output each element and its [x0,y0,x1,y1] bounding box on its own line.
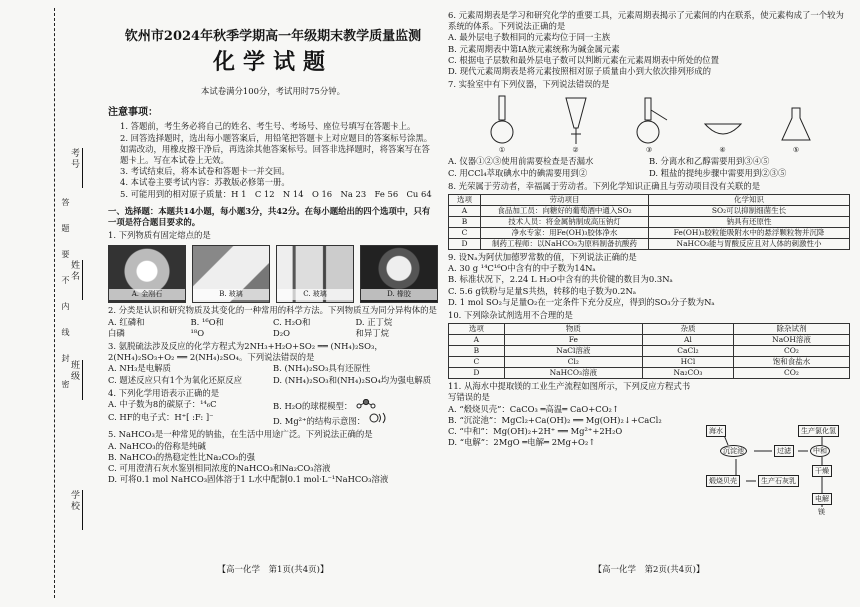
option: A. 30 g ¹⁴C¹⁶O中含有的中子数为14Nₐ [448,263,596,274]
section-heading: 一、选择题：本题共14小题，每小题3分，共42分。在每小题给出的四个选项中，只有一项是符合题目要求的。 [108,205,431,228]
table-cell: A [449,335,505,346]
question-7-options [448,156,850,178]
image-caption: A. 金刚石 [109,289,185,300]
table-cell: 技术人员：将金属钠制成高压钠灯 [481,217,649,228]
question-6-stem: 6. 元素周期表是学习和研究化学的重要工具，元素周期表揭示了元素间的内在联系，使元素构成了一个较为系统的体系。下列说法正确的是 [448,10,844,32]
table-cell: A [449,206,481,217]
option: B. 分离水和乙醇需要用到③④⑤ [649,156,770,167]
option: A. 中子数为8的碳原子：¹⁴₆C [108,399,217,410]
page-2 [448,10,850,575]
field-school-line [82,490,83,530]
flow-node: 生产石灰乳 [758,475,799,487]
question-6-options [448,32,850,77]
table-cell: NaHCO₃溶液 [504,368,642,379]
note-item: 1. 答题前，考生务必将自己的姓名、考生号、考场号、座位号填写在答题卡上。 [120,121,416,132]
option: A. 仪器①②③使用前需要检查是否漏水 [448,156,594,167]
instrument-label: ① [498,146,506,155]
option: C. 题述反应只有1个为氧化还原反应 [108,374,243,385]
table-header: 除杂试剂 [734,324,850,335]
table-cell: HCl [642,357,733,368]
seal-char: 要 [61,250,70,258]
question-2-options [108,317,438,339]
table-cell: D [449,368,505,379]
table-cell: 钠具有还原性 [649,217,850,228]
flow-node: 镁 [818,508,825,516]
evaporating-dish-item [699,94,747,156]
table-cell: NaHCO₃能与胃酸反应且对人体的刺激性小 [649,239,850,250]
option: D. 1 mol SO₂与足量O₂在一定条件下充分反应，得到的SO₃分子数为Nₐ [448,296,715,307]
flow-node: 沉淀池 [720,445,747,457]
table-cell: 食品加工员：向糖好的葡萄酒中通入SO₂ [481,206,649,217]
exam-subject: 化学试题 [212,49,333,75]
question-7-stem: 7. 实验室中有下列仪器，下列说法错误的是 [448,79,610,90]
table-header: 物质 [504,324,642,335]
note-item: 5. 可能用到的相对原子质量：H 1 C 12 N 14 O 16 Na 23 Fe 56 Cu 64 [120,188,432,199]
question-3-options [108,363,438,385]
table-row [449,368,850,379]
question-5-stem: 5. NaHCO₃是一种常见的钠盐，在生活中用途广泛。下列说法正确的是 [108,429,373,440]
distillation-flask-item [625,94,673,156]
option: D. (NH₄)₂SO₃和(NH₄)₂SO₄均为强电解质 [273,374,432,385]
exam-title: 钦州市2024年秋季学期高一年级期末教学质量监测 [124,29,422,44]
option: C. H₂O和D₂O [273,316,311,338]
field-name-line [82,260,83,300]
option: C. HF的电子式：H⁺[ :F: ]⁻ [108,412,214,423]
question-4-stem: 4. 下列化学用语表示正确的是 [108,387,220,398]
note-item: 4. 本试卷主要考试内容：苏教版必修第一册。 [120,177,290,188]
option: B. ¹⁶O和¹⁸O [190,316,224,338]
flow-node: 煅烧贝壳 [706,475,740,487]
table-cell: SO₂可以抑制细菌生长 [649,206,850,217]
question-11-options [448,404,694,449]
notes-heading: 注意事项： [108,107,158,119]
field-class-label: 班级 [69,360,79,382]
question-10-stem: 10. 下列除杂试剂选用不合理的是 [448,310,573,321]
table-cell: Cl₂ [504,357,642,368]
instrument-label: ③ [645,146,653,155]
question-8-stem: 8. 光荣属于劳动者，幸福属于劳动者。下列化学知识正确且与劳动项目没有关联的是 [448,180,761,191]
table-cell: Al [642,335,733,346]
question-10-table [448,323,850,379]
table-cell: CO₂ [734,368,850,379]
image-caption: D. 橡胶 [361,289,437,300]
option: B. 元素周期表中第ⅠA族元素统称为碱金属元素 [448,43,620,54]
option-text: B. H₂O的球棍模型： [273,401,353,412]
option: B. (NH₄)₂SO₃具有还原性 [273,363,371,374]
table-cell: NaCl溶液 [504,346,642,357]
question-8-table [448,194,850,250]
water-ball-stick-model-icon [355,399,377,409]
table-header: 选项 [449,324,505,335]
option: A. NaHCO₃的俗称是纯碱 [108,440,206,451]
option: C. 5.6 g铁粉与足量S共热，转移的电子数为0.2Nₐ [448,285,637,296]
field-exam-number-label: 考号 [69,148,79,170]
table-row [449,346,850,357]
separatory-funnel-icon [552,94,600,146]
flow-node: 过滤 [774,445,794,457]
seal-char: 线 [61,328,70,336]
rubber-image [360,245,438,303]
page-footer: 【高一化学 第1页(共4页)】 [217,564,329,575]
glass-image [192,245,270,303]
lab-instruments [478,92,820,156]
question-3-stem: 3. 氨脱硫法涉及反应的化学方程式为2NH₃+H₂O+SO₂ ══ (NH₄)₂SO₃，2(NH₄)₂SO₃+O₂ ══ 2(NH₄)₂SO₄。下列说法错误的是 [108,341,383,363]
table-row [449,239,850,250]
table-row [449,357,850,368]
field-name-label: 姓名 [69,260,79,282]
flow-node: 干燥 [812,465,832,477]
option: D. 可将0.1 mol NaHCO₃固体溶于1 L水中配制0.1 mol·L⁻¹NaHCO₃溶液 [108,474,389,485]
image-caption: B. 玻璃 [193,289,269,300]
note-item: 3. 考试结束后，将本试卷和答题卡一并交回。 [120,166,290,177]
table-cell: Fe(OH)₃胶粒能吸附水中的悬浮颗粒物并沉降 [649,228,850,239]
table-cell: CaCl₂ [642,346,733,357]
seal-char: 封 [61,354,70,362]
volumetric-flask-item [478,94,526,156]
option: D. 粗盐的提纯步骤中需要用到②③⑤ [649,167,787,178]
flow-node: 海水 [706,425,726,437]
table-cell: C [449,228,481,239]
option [273,412,438,427]
flow-node: 电解 [812,493,832,505]
diamond-image [108,245,186,303]
table-header: 杂质 [642,324,733,335]
table-cell: Na₂CO₃ [642,368,733,379]
table-header: 化学知识 [649,195,850,206]
option-text: D. Mg²⁺的结构示意图： [273,416,366,427]
table-row [449,228,850,239]
flow-node: 生产氯化氢 [798,425,839,437]
table-cell: NaOH溶液 [734,335,850,346]
option: B. “沉淀池”：MgCl₂+Ca(OH)₂ ══ Mg(OH)₂↓+CaCl₂ [448,414,662,425]
note-item: 2. 回答选择题时，选出每小题答案后，用铅笔把答题卡上对应题目的答案标号涂黑。如需改动，用橡皮擦干净后，再选涂其他答案标号。回答非选择题时，将答案写在答题卡上。写在本试卷上无效。 [120,132,433,166]
option: D. 现代元素周期表是将元素按照相对原子质量由小到大依次排列形成的 [448,66,711,77]
question-5-options [108,441,438,486]
distillation-flask-icon [625,94,673,146]
table-row [449,335,850,346]
table-row [449,217,850,228]
binding-strip [6,8,98,598]
question-1-stem: 1. 下列物质有固定熔点的是 [108,230,211,241]
glass-sheets-image [276,245,354,303]
table-cell: B [449,346,505,357]
table-header: 选项 [449,195,481,206]
table-cell: C [449,357,505,368]
instrument-label: ⑤ [792,146,800,155]
option [273,399,438,412]
option: A. 最外层电子数相同的元素均位于同一主族 [448,32,611,43]
question-4-options [108,399,438,427]
seal-char: 答 [61,198,70,206]
table-cell: D [449,239,481,250]
option: D. “电解”：2MgO ═电解═ 2Mg+O₂↑ [448,437,596,448]
option: A. “煅烧贝壳”：CaCO₃ ═高温═ CaO+CO₂↑ [448,403,619,414]
option: B. 标准状况下，2.24 L H₂O中含有的共价键的数目为0.3Nₐ [448,274,673,285]
question-11-stem: 11. 从海水中提取镁的工业生产流程如图所示，下列反应方程式书写错误的是 [448,381,691,403]
question-1-images [108,245,438,303]
page-footer: 【高一化学 第2页(共4页)】 [593,564,705,575]
table-header: 劳动项目 [481,195,649,206]
option: B. NaHCO₃的热稳定性比Na₂CO₃的强 [108,451,256,462]
image-caption: C. 玻璃 [277,289,353,300]
seal-char: 密 [61,380,70,388]
seal-char: 题 [61,224,70,232]
seal-char: 不 [61,276,70,284]
table-row [449,206,850,217]
flow-node: 中和 [810,445,830,457]
conical-flask-icon [772,94,820,146]
seal-char: 内 [61,302,70,310]
exam-info: 本试卷满分100分，考试用时75分钟。 [201,86,345,96]
seal-line [54,8,55,598]
table-cell: 制药工程师：以NaHCO₃为原料制备抗酸药 [481,239,649,250]
conical-flask-item [772,94,820,156]
page-1 [108,28,438,575]
table-cell: B [449,217,481,228]
magnesium-flow-diagram [694,423,850,517]
field-class-line [82,360,83,400]
atomic-structure-diagram-icon [368,412,388,424]
table-cell: 饱和食盐水 [734,357,850,368]
option: D. 正丁烷和异丁烷 [355,316,393,338]
table-cell: 净水专家：用Fe(OH)₃胶体净水 [481,228,649,239]
separatory-funnel-item [552,94,600,156]
question-2-stem: 2. 分类是认识和研究物质及其变化的一种常用的科学方法。下列物质互为同分异构体的是 [108,305,437,316]
table-cell: CO₂ [734,346,850,357]
option: C. 根据电子层数和最外层电子数可以判断元素在元素周期表中所处的位置 [448,54,720,65]
volumetric-flask-icon [478,94,526,146]
instrument-label: ④ [719,146,726,155]
question-9-options [448,263,850,308]
table-header-row [449,324,850,335]
option: C. 用CCl₄萃取碘水中的碘需要用到② [448,167,588,178]
question-9-stem: 9. 设Nₐ为阿伏加德罗常数的值，下列说法正确的是 [448,252,637,263]
field-school-label: 学校 [69,490,79,512]
table-cell: Fe [504,335,642,346]
instrument-label: ② [572,146,579,155]
option: C. “中和”：Mg(OH)₂+2H⁺ ══ Mg²⁺+2H₂O [448,426,623,437]
table-header-row [449,195,850,206]
option: A. 红磷和白磷 [108,316,145,338]
field-exam-number-line [82,148,83,188]
option: A. NH₃是电解质 [108,363,171,374]
evaporating-dish-icon [699,94,747,146]
option: C. 可用澄清石灰水鉴别相同浓度的NaHCO₃和Na₂CO₃溶液 [108,463,331,474]
